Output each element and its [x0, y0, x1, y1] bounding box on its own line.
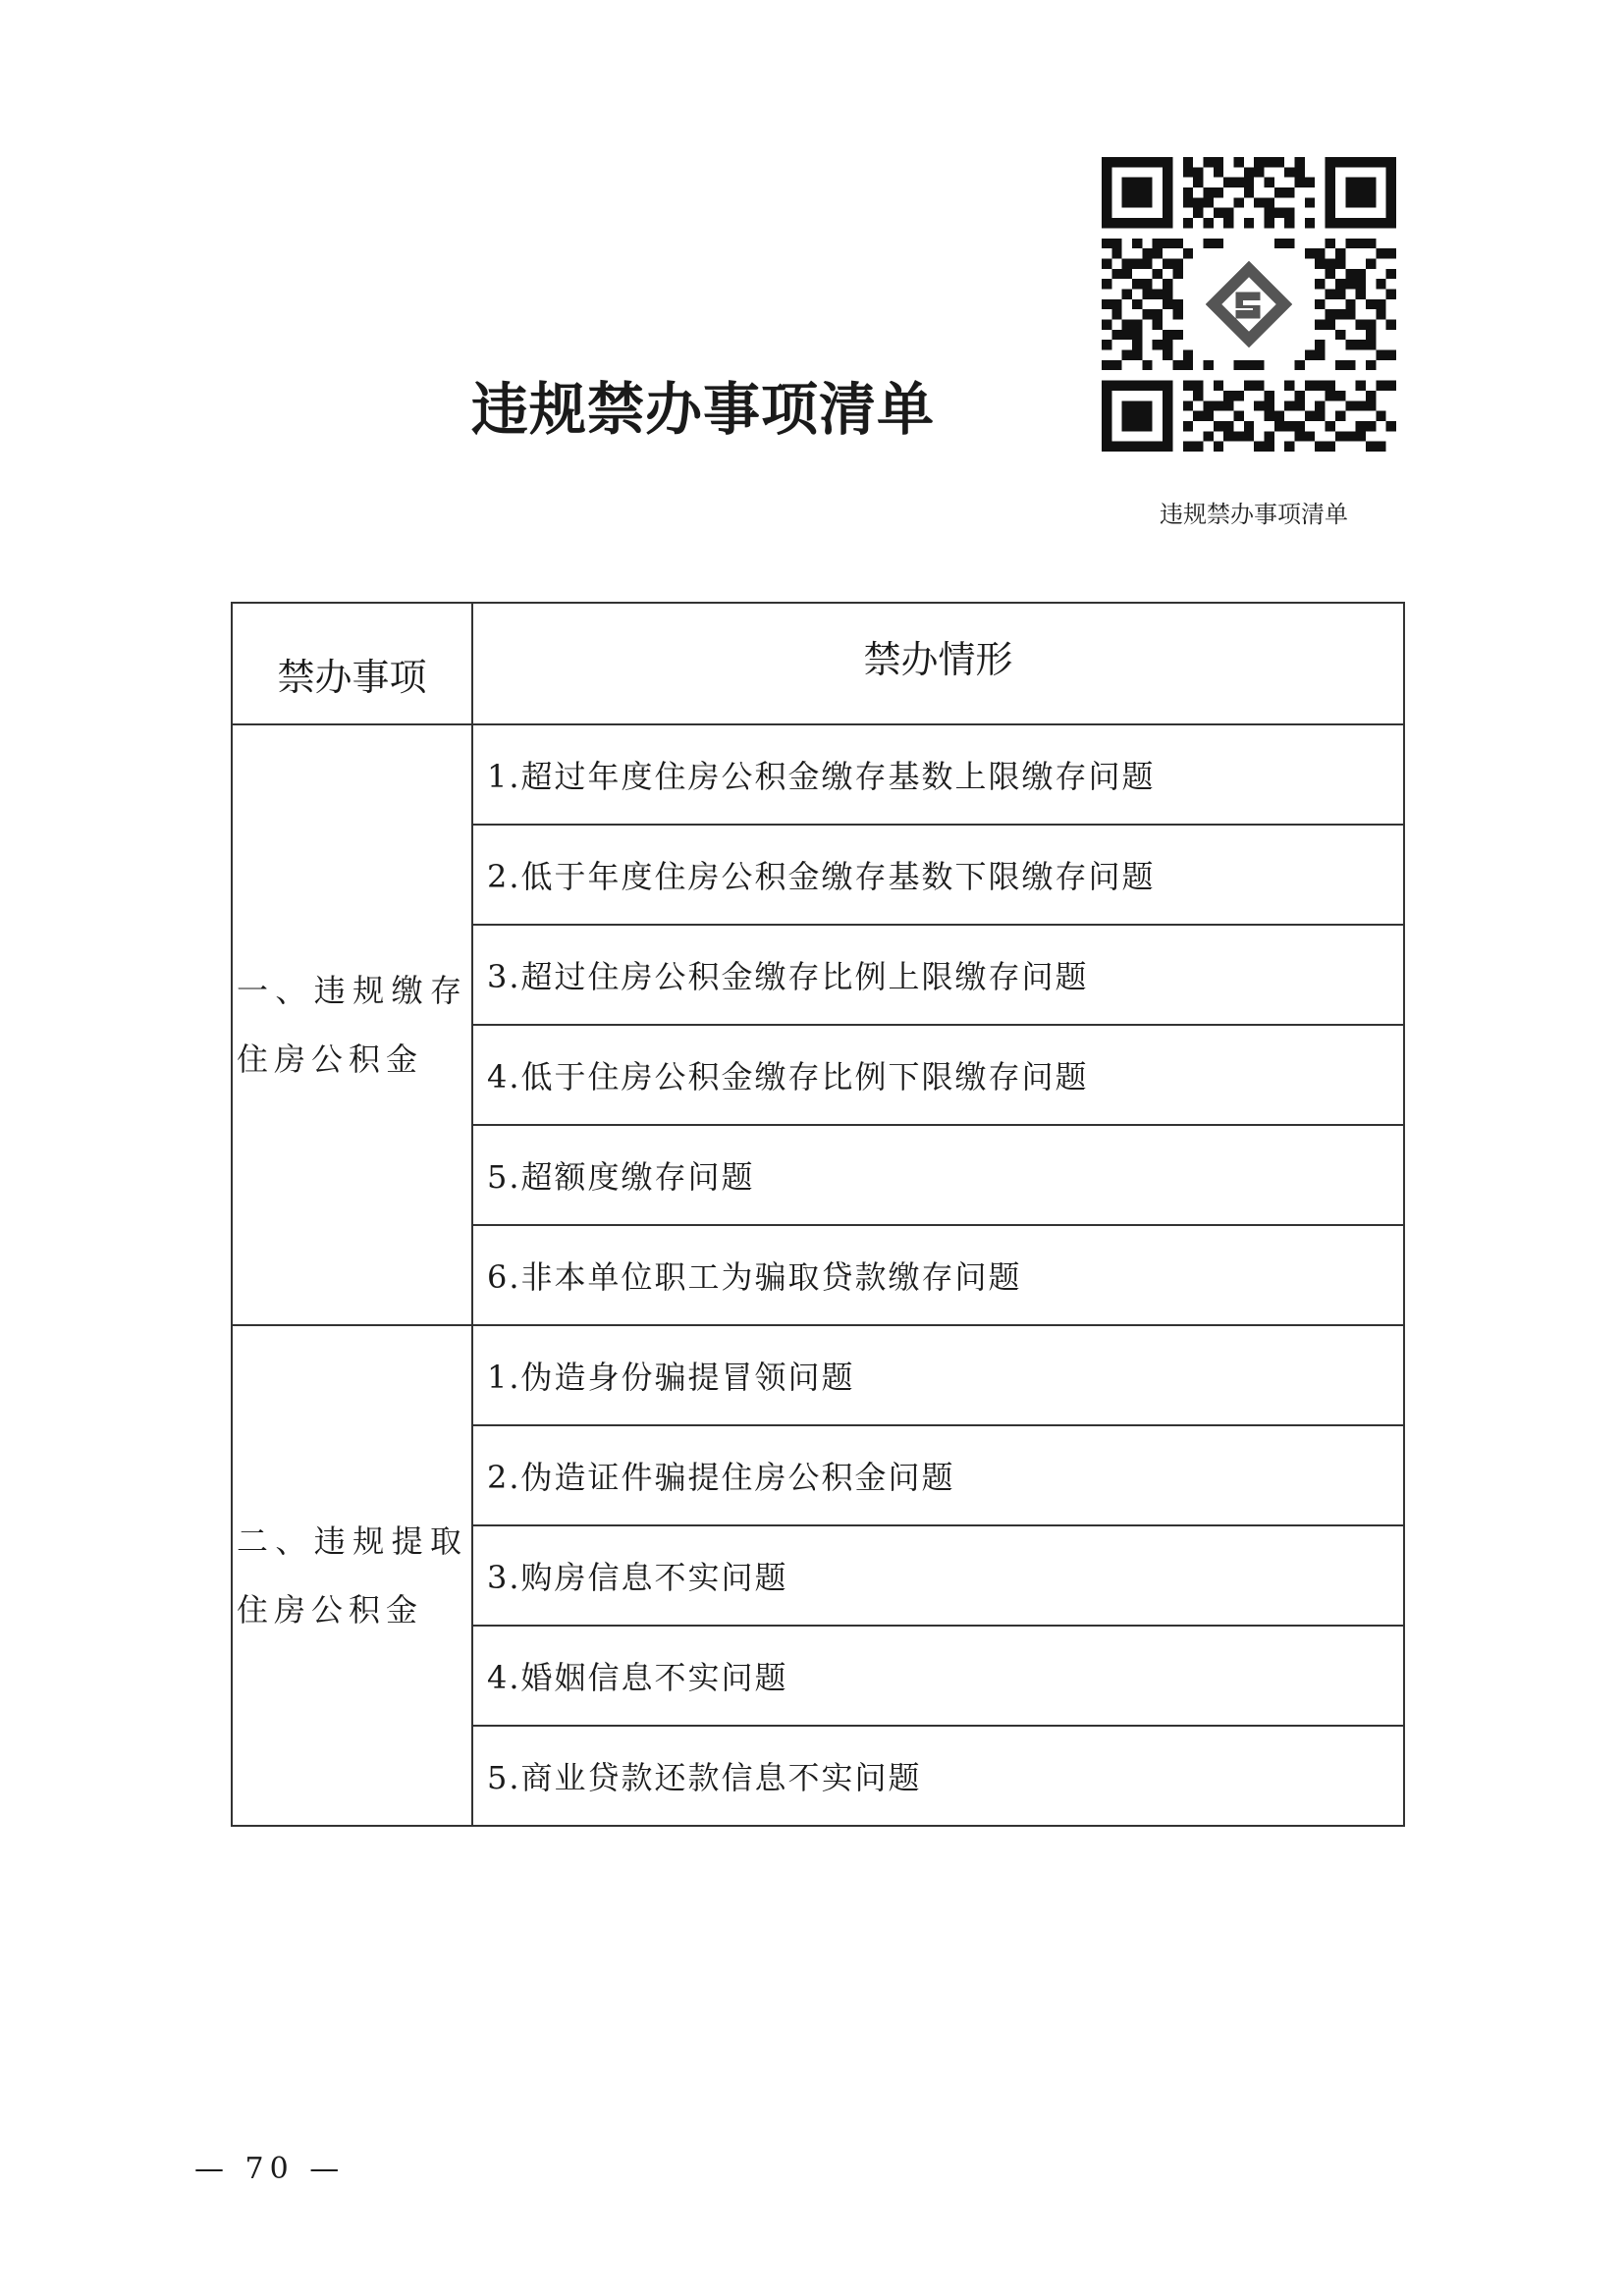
- ban-list-table: [231, 602, 1405, 1827]
- qr-code-icon: [1102, 157, 1396, 452]
- page-title: 违规禁办事项清单: [471, 376, 936, 443]
- case-cell: 4.婚姻信息不实问题: [472, 1626, 1404, 1726]
- case-cell: 4.低于住房公积金缴存比例下限缴存问题: [472, 1025, 1404, 1125]
- case-cell: 2.伪造证件骗提住房公积金问题: [472, 1425, 1404, 1525]
- case-cell: 1.伪造身份骗提冒领问题: [472, 1325, 1404, 1425]
- table-row: [232, 724, 1404, 825]
- table-row: [232, 1325, 1404, 1425]
- case-cell: 1.超过年度住房公积金缴存基数上限缴存问题: [472, 724, 1404, 825]
- header-ban-item: 禁办事项: [232, 603, 472, 724]
- case-cell: 3.购房信息不实问题: [472, 1525, 1404, 1626]
- qr-caption: 违规禁办事项清单: [1160, 501, 1348, 528]
- page-number: — 70 —: [194, 2152, 346, 2186]
- case-cell: 6.非本单位职工为骗取贷款缴存问题: [472, 1225, 1404, 1325]
- table-header-row: [232, 603, 1404, 724]
- category-cell: 一、违规缴存住房公积金: [232, 724, 472, 1325]
- case-cell: 5.超额度缴存问题: [472, 1125, 1404, 1225]
- case-cell: 5.商业贷款还款信息不实问题: [472, 1726, 1404, 1826]
- category-cell: 二、违规提取住房公积金: [232, 1325, 472, 1826]
- qr-code-block: [1102, 157, 1406, 529]
- case-cell: 2.低于年度住房公积金缴存基数下限缴存问题: [472, 825, 1404, 925]
- housing-fund-logo-icon: [1193, 248, 1305, 360]
- case-cell: 3.超过住房公积金缴存比例上限缴存问题: [472, 925, 1404, 1025]
- header-ban-case: 禁办情形: [472, 603, 1404, 724]
